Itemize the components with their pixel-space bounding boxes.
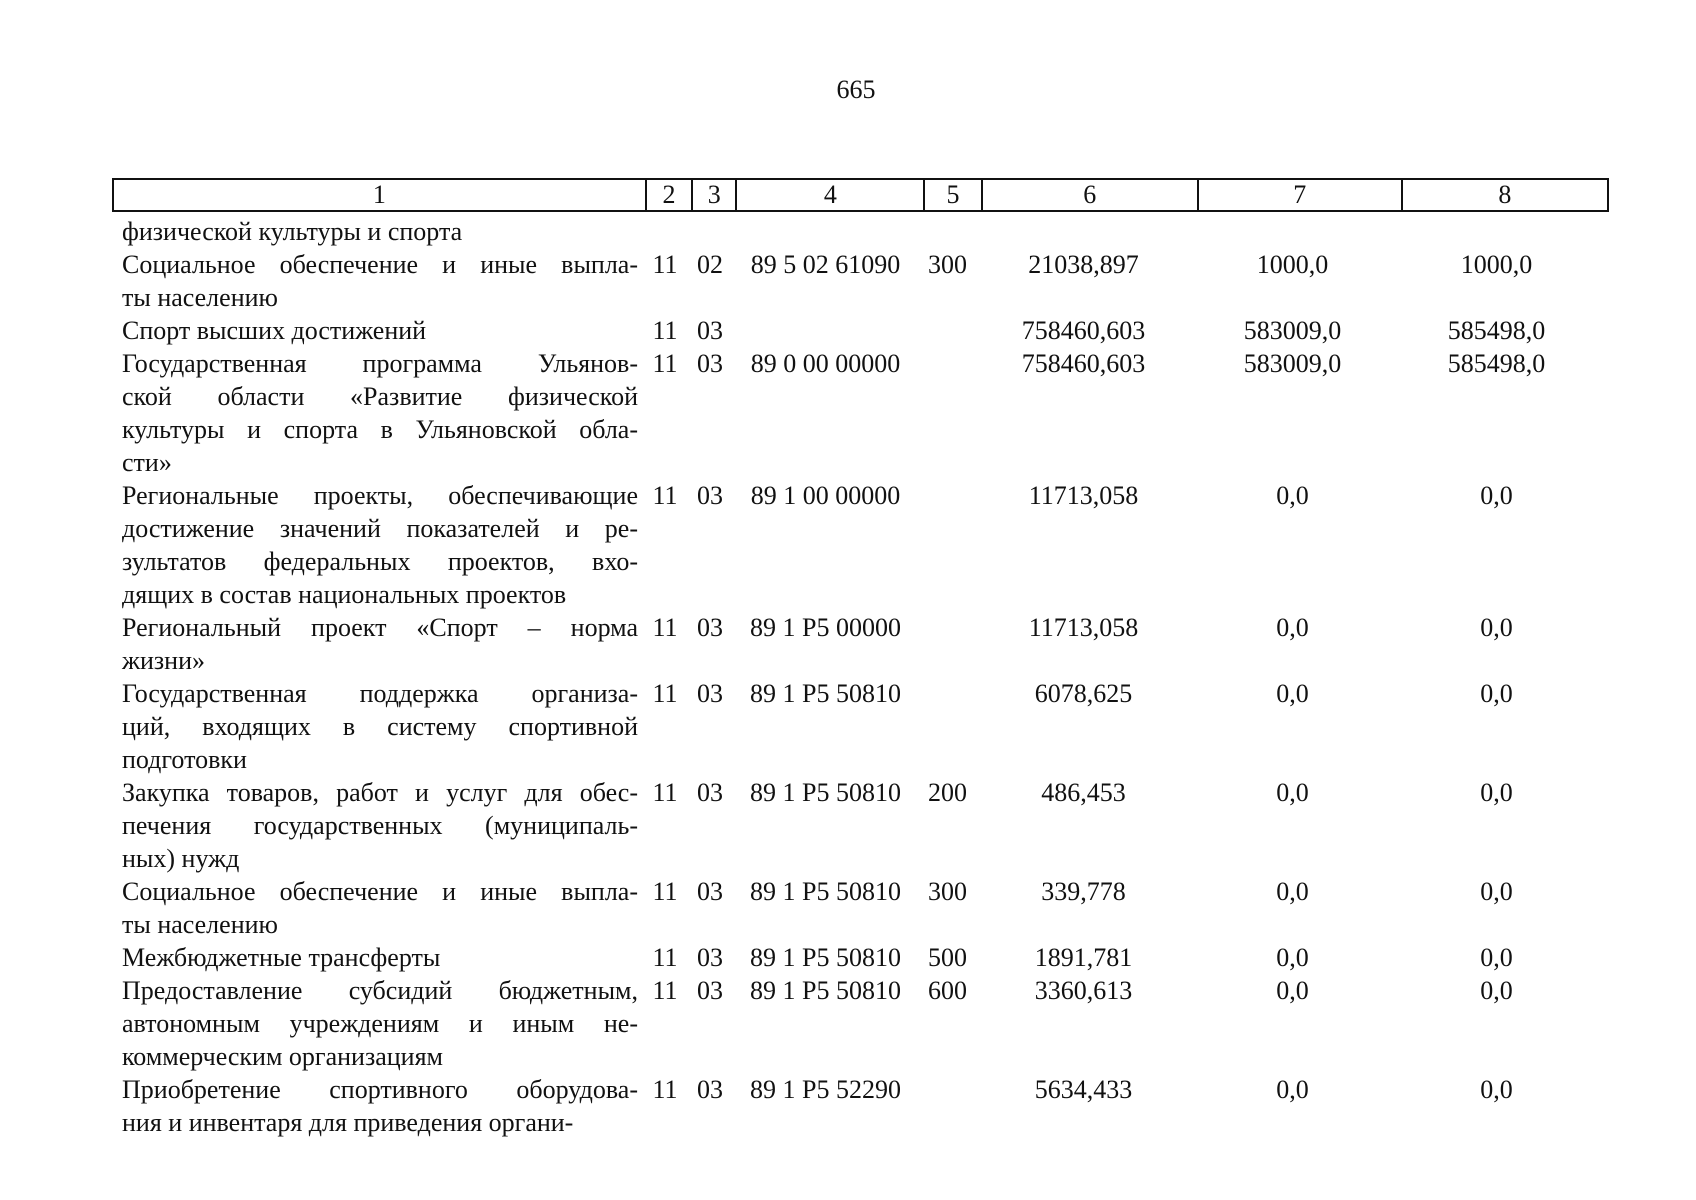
table-row [112,479,1609,611]
row-description [112,611,642,677]
amount-col-7: 0,0 [1276,943,1309,972]
section-code: 11 [652,877,678,906]
amount-col-8: 0,0 [1480,1075,1513,1104]
description-line: Закупка товаров, работ и услуг для обес- [122,778,638,807]
amount-col-6: 5634,433 [1034,1075,1133,1104]
subsection-code: 03 [697,976,723,1005]
subsection-code: 03 [697,943,723,972]
amount-col-8: 0,0 [1480,679,1513,708]
table-row [112,314,1609,347]
description-line: ты населению [122,910,278,939]
amount-col-6: 486,453 [1041,778,1126,807]
table-row [112,941,1609,974]
amount-col-7: 583009,0 [1243,349,1342,378]
section-code: 11 [652,481,678,510]
subsection-code: 03 [697,877,723,906]
header-col-4: 4 [736,179,924,211]
section-code [642,215,688,248]
amount-col-8: 1000,0 [1460,250,1533,279]
expense-type-code [919,347,976,479]
amount-col-7: 1000,0 [1256,250,1329,279]
header-col-3: 3 [692,179,736,211]
subsection-code [688,215,732,248]
amount-col-8 [1394,215,1599,248]
amount-col-8: 585498,0 [1447,349,1546,378]
description-line: Государственная программа Ульянов- [122,349,638,378]
target-article-code: 89 5 02 61090 [750,250,901,279]
header-col-1: 1 [113,179,646,211]
row-description [112,215,642,248]
description-line: зультатов федеральных проектов, вхо- [122,547,638,576]
description-line: печения государственных (муниципаль- [122,811,638,840]
target-article-code: 89 0 00 00000 [750,349,901,378]
amount-col-8: 0,0 [1480,943,1513,972]
row-description [112,974,642,1073]
table-row [112,677,1609,776]
amount-col-6: 339,778 [1041,877,1126,906]
amount-col-7: 0,0 [1276,976,1309,1005]
expense-type-code [919,215,976,248]
description-line: подготовки [122,745,247,774]
description-line: Предоставление субсидий бюджетным, [122,976,638,1005]
description-line: ных) нужд [122,844,240,873]
target-article-code [732,314,919,347]
amount-col-7: 0,0 [1276,778,1309,807]
row-description [112,875,642,941]
description-line: ния и инвентаря для приведения органи- [122,1108,574,1137]
amount-col-6: 3360,613 [1034,976,1133,1005]
amount-col-7: 0,0 [1276,613,1309,642]
amount-col-7: 0,0 [1276,679,1309,708]
amount-col-8: 0,0 [1480,613,1513,642]
amount-col-8: 0,0 [1480,976,1513,1005]
expense-type-code [919,314,976,347]
subsection-code: 03 [697,778,723,807]
section-code: 11 [652,679,678,708]
section-code: 11 [652,976,678,1005]
expense-type-code: 200 [928,778,967,807]
section-code: 11 [652,778,678,807]
description-line: физической культуры и спорта [122,217,463,246]
description-line: ций, входящих в систему спортивной [122,712,638,741]
amount-col-6: 758460,603 [1021,316,1146,345]
row-description [112,1073,642,1139]
table-row [112,974,1609,1073]
table-row [112,611,1609,677]
subsection-code: 03 [697,349,723,378]
amount-col-6 [976,215,1191,248]
section-code: 11 [652,943,678,972]
target-article-code [732,215,919,248]
amount-col-8: 0,0 [1480,778,1513,807]
target-article-code: 89 1 P5 50810 [750,778,901,807]
amount-col-6: 6078,625 [1034,679,1133,708]
amount-col-7: 0,0 [1276,877,1309,906]
amount-col-8: 0,0 [1480,877,1513,906]
expense-type-code [919,1073,976,1139]
description-line: Спорт высших достижений [122,316,427,345]
description-line: автономным учреждениям и иным не- [122,1009,638,1038]
target-article-code: 89 1 P5 52290 [750,1075,901,1104]
table-row [112,875,1609,941]
target-article-code: 89 1 P5 50810 [750,943,901,972]
expense-type-code: 600 [928,976,967,1005]
table-row [112,215,1609,248]
table-row [112,347,1609,479]
table-row [112,776,1609,875]
description-line: ты населению [122,283,278,312]
description-line: Социальное обеспечение и иные выпла- [122,250,638,279]
subsection-code: 03 [697,679,723,708]
target-article-code: 89 1 P5 50810 [750,679,901,708]
amount-col-6: 11713,058 [1028,481,1139,510]
target-article-code: 89 1 00 00000 [750,481,901,510]
subsection-code: 02 [697,250,723,279]
expense-type-code: 300 [928,877,967,906]
subsection-code: 03 [697,613,723,642]
expense-type-code [919,677,976,776]
description-line: Социальное обеспечение и иные выпла- [122,877,638,906]
expense-type-code [919,611,976,677]
description-line: Региональные проекты, обеспечивающие [122,481,638,510]
subsection-code: 03 [697,481,723,510]
target-article-code: 89 1 P5 50810 [750,877,901,906]
table-row [112,1073,1609,1139]
row-description [112,776,642,875]
amount-col-8: 585498,0 [1447,316,1546,345]
amount-col-7: 583009,0 [1243,316,1342,345]
page-number: 665 [836,75,876,104]
budget-table-body [112,215,1609,1139]
amount-col-6: 758460,603 [1021,349,1146,378]
target-article-code: 89 1 P5 00000 [750,613,901,642]
expense-type-code: 300 [928,250,967,279]
description-line: сти» [122,448,172,477]
amount-col-8: 0,0 [1480,481,1513,510]
table-row [112,248,1609,314]
row-description [112,479,642,611]
description-line: Приобретение спортивного оборудова- [122,1075,638,1104]
row-description [112,248,642,314]
amount-col-7 [1191,215,1394,248]
header-col-5: 5 [924,179,981,211]
amount-col-6: 11713,058 [1028,613,1139,642]
column-number-header [112,178,1609,212]
header-col-2: 2 [646,179,692,211]
subsection-code: 03 [697,316,723,345]
amount-col-6: 21038,897 [1028,250,1139,279]
section-code: 11 [652,316,678,345]
description-line: ской области «Развитие физической [122,382,638,411]
target-article-code: 89 1 P5 50810 [750,976,901,1005]
header-col-6: 6 [982,179,1198,211]
expense-type-code [919,479,976,611]
row-description [112,347,642,479]
description-line: жизни» [122,646,205,675]
section-code: 11 [652,1075,678,1104]
description-line: Межбюджетные трансферты [122,943,441,972]
description-line: культуры и спорта в Ульяновской обла- [122,415,638,444]
description-line: достижение значений показателей и ре- [122,514,638,543]
row-description [112,314,642,347]
subsection-code: 03 [697,1075,723,1104]
header-col-8: 8 [1402,179,1608,211]
header-col-7: 7 [1198,179,1402,211]
description-line: Региональный проект «Спорт – норма [122,613,638,642]
row-description [112,941,642,974]
amount-col-6: 1891,781 [1034,943,1133,972]
description-line: дящих в состав национальных проектов [122,580,567,609]
description-line: Государственная поддержка организа- [122,679,638,708]
amount-col-7: 0,0 [1276,1075,1309,1104]
section-code: 11 [652,349,678,378]
section-code: 11 [652,250,678,279]
description-line: коммерческим организациям [122,1042,444,1071]
amount-col-7: 0,0 [1276,481,1309,510]
section-code: 11 [652,613,678,642]
row-description [112,677,642,776]
expense-type-code: 500 [928,943,967,972]
